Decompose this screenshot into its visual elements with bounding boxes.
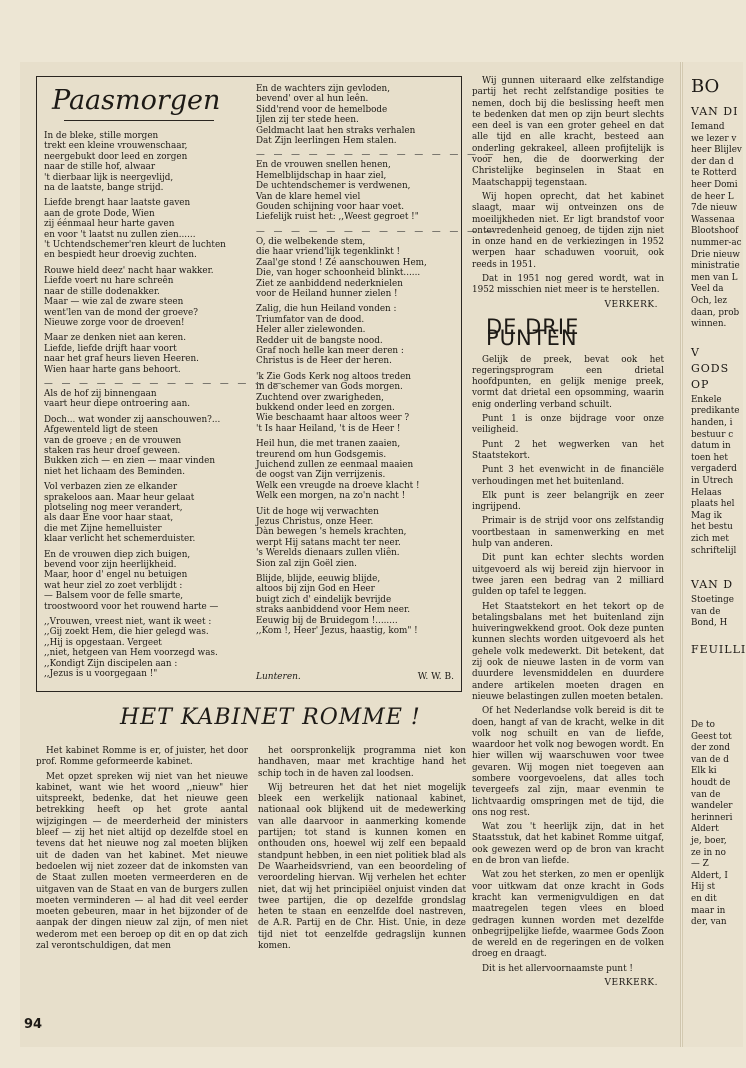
poem-line: Jezus Christus, onze Heer. [256, 517, 374, 528]
poem-line: Sion zal zijn Goël zien. [256, 558, 357, 569]
poem-line: die met Zijne hemelluister [44, 523, 162, 534]
poem-line: 'k Zie Gods Kerk nog altoos treden [256, 371, 411, 382]
poem-line: bukkend onder leed en zorgen. [256, 402, 395, 413]
fragment-line: Enkele [691, 394, 722, 405]
paragraph: Punt 2 het wegwerken van het Staatstekort. [472, 439, 664, 461]
title-underline [64, 120, 214, 121]
poem-line: ,,niet, hetgeen van Hem voorzegd was. [44, 648, 218, 659]
next-page-fragment [682, 62, 746, 1047]
poem-place: Lunteren. [256, 672, 301, 682]
poem-line: Redder uit de bangste nood. [256, 335, 383, 346]
poem-line: die haar vriend'lijk tegenklinkt ! [256, 247, 401, 258]
poem-line: in de schemer van Gods morgen. [256, 382, 403, 393]
fragment-line: van de [691, 606, 721, 617]
article-title-kabinet: HET KABINET ROMME ! [120, 705, 421, 730]
fragment-line: en dit [691, 894, 717, 904]
poem-line: Ziet ze aanbiddend nederknielen [256, 278, 403, 289]
poem-line: voor de Heiland hunner zielen ! [256, 288, 398, 299]
fragment-line: handen, i [691, 418, 733, 428]
fragment-line: VAN DI [691, 105, 739, 118]
poem-stanza [44, 617, 244, 679]
fragment-line: V [691, 345, 700, 359]
poem-line: Die, van hoger schoonheid blinkt...... [256, 268, 421, 279]
fragment-line: Veel da [691, 284, 724, 295]
fragment-line: VAN D [691, 578, 734, 592]
fragment-line: van de [691, 789, 721, 800]
fragment-line: schriftelijl [691, 545, 737, 556]
poem-line: klaar verlicht het schemerduister. [44, 534, 196, 545]
fragment-line: houdt de [691, 778, 731, 788]
fragment-line: der, van [691, 917, 727, 928]
poem-line: buigt zich d' eindelijk bevrijde [256, 594, 392, 605]
poem-line: naar de stille hof, alwaar [44, 162, 156, 173]
poem-line: Sidd'rend voor de hemelbode [256, 104, 388, 115]
poem-stanza [44, 389, 244, 410]
poem-line: werpt Hij satans macht ter neer. [256, 537, 401, 548]
poem-line: Welk een morgen, na zo'n nacht ! [256, 491, 406, 502]
poem-stanza [256, 237, 456, 299]
fragment-line: we lezer v [691, 133, 737, 144]
poem-line: Zalig, die hun Heiland vonden : [256, 304, 397, 315]
poem-line: naar het graf heurs lieven Heeren. [44, 354, 199, 365]
fragment-line: het bestu [691, 522, 733, 533]
poem-line: Afgewenteld ligt de steen [44, 425, 159, 436]
poem-line: ,,Vrouwen, vreest niet, want ik weet : [44, 617, 212, 628]
poem-stanza [256, 439, 456, 501]
fragment-line: datum in [691, 441, 731, 452]
poem-line: neergebukt door leed en zorgen [44, 151, 188, 162]
poem-line: van de groeve ; en de vrouwen [44, 435, 182, 446]
poem-line: Doch... wat wonder zij aanschouwen?... [44, 414, 221, 425]
poem-column-right [256, 84, 497, 642]
paragraph: Wat zou 't heerlijk zijn, dat in het Staatsstuk, dat het kabinet Romme uitgaf, ook gewezen werd op de bron van kracht en de bron van liefde. [472, 822, 664, 867]
poem-stanza [256, 507, 456, 569]
paragraph: Primair is de strijd voor ons zelfstandig voortbestaan in samenwerking en met hulp van anderen. [472, 516, 664, 550]
poem-line: Liefde, liefde drijft haar voort [44, 343, 177, 354]
fragment-line: Wassenaa [691, 214, 735, 225]
poem-line: 't Uchtendschemer'ren kleurt de luchten [44, 240, 226, 251]
poem-line: En de vrouwen snellen henen, [256, 160, 391, 171]
paragraph: Wij hopen oprecht, dat het kabinet slaagt, maar wij ontveinzen ons de moeilijkheden niet. Er ligt brandstof voor ontevredenheid genoeg, de tijden zijn niet in onze hand en de verkiezingen in 1952 werpen haar schaduwen vooruit, ook reeds in 1951. [472, 191, 664, 270]
poem-line: Gouden schijning voor haar voet. [256, 202, 405, 213]
poem-line: vaart heur diepe ontroering aan. [44, 399, 191, 410]
poem-line: ,,Kondigt Zijn discipelen aan : [44, 658, 178, 669]
poem-line: Triumfator van de dood. [256, 314, 365, 325]
poem-line: Hemelblijdschap in haar ziel, [256, 170, 387, 181]
poem-line: en voor 't laatst nu zullen zien...... [44, 229, 196, 240]
paragraph: Punt 1 is onze bijdrage voor onze veiligheid. [472, 414, 664, 436]
fragment-line: Och, lez [691, 296, 728, 306]
fragment-line: maar in [691, 905, 726, 916]
fragment-line: winnen. [691, 319, 727, 330]
poem-line: na de laatste, bange strijd. [44, 183, 164, 194]
poem-stanza [44, 266, 244, 328]
fragment-line: Iemand [691, 122, 725, 132]
fragment-line: Blootshoof [691, 226, 739, 237]
poem-line: In de bleke, stille morgen [44, 131, 159, 141]
poem-line: Liefelijk ruist het: ,,Weest gegroet !" [256, 212, 419, 223]
stanza-separator: — — — — — — — — — — — — — — [256, 226, 497, 237]
poem-line: Juichend zullen ze eenmaal maaien [256, 460, 414, 470]
fragment-line: Aldert, I [691, 870, 728, 881]
fragment-line: zich met [691, 534, 729, 544]
poem-line: bevend' over al hun leên. [256, 94, 369, 105]
fragment-line: bestuur c [691, 429, 734, 440]
poem-line: Welk een vreugde na droeve klacht ! [256, 480, 420, 491]
poem-line: Geldmacht laat hen straks verhalen [256, 125, 416, 136]
poem-line: Eeuwig bij de Bruidegom !........ [256, 615, 398, 626]
poem-line: zij éénmaal heur harte gaven [44, 219, 175, 230]
poem-line: ,,Jezus is u voorgegaan !" [44, 669, 158, 680]
fragment-line: Mag ik [691, 510, 722, 521]
article-drie-punten [472, 306, 664, 989]
poem-stanza [44, 482, 244, 544]
fragment-line: GODS [691, 361, 730, 375]
fragment-line: vergaderd [691, 464, 737, 475]
fragment-line: Geest tot [691, 731, 732, 742]
poem-line: ,,Kom !, Heer' Jezus, haastig, kom" ! [256, 626, 418, 637]
poem-line: 's Werelds dienaars zullen vliên. [256, 548, 400, 559]
poem-stanza [44, 333, 244, 375]
poem-line: En de vrouwen diep zich buigen, [44, 549, 191, 560]
poem-line: Graf noch helle kan meer deren : [256, 345, 404, 356]
fragment-line: 7de nieuw [691, 203, 738, 214]
fragment-line: De to [691, 720, 715, 730]
poem-line: naar de stille dodenakker. [44, 286, 160, 297]
poem-stanza [256, 304, 456, 366]
poem-line: De uchtendschemer is verdwenen, [256, 181, 411, 192]
poem-stanza [256, 84, 456, 146]
paragraph: Of het Nederlandse volk bereid is dit te doen, hangt af van de kracht, welke in dit volk nog schuilt en van de liefde, waardoor het volk nog bewogen wordt. En hier willen wij waarschuwen voor twee gevaren. Wij mogen niet toegeven aan sombere voorgevoelens, dat alles toch tevergeefs zal zijn, maar evenmin te lichtvaardig omspringen met de tijd, die ons nog rest. [472, 706, 664, 818]
poem-line: staken ras heur droef geween. [44, 445, 181, 456]
stanza-separator: — — — — — — — — — — — — — — [44, 378, 285, 389]
poem-stanza [44, 415, 244, 477]
fragment-line: ministratie [691, 261, 740, 272]
paragraph: Wij gunnen uiteraard elke zelfstandige partij het recht zelfstandige posities te nemen, doch bij die beslissing heeft men te bedenken dat men op zijn beurt slechts een deel is van een groter geheel en dat alle tijd en alle kracht, besteed aan onderling gekrakeel, alleen profijtelijk is voor hen, die de doorwerking der Christelijke beginselen in Staat en Maatschappij tegenstaan. [472, 76, 664, 188]
poem-line: aan de grote Dode, Wien [44, 208, 155, 219]
signature: VERKERK. [604, 978, 658, 989]
poem-line: ,,Hij is opgestaan. Vergeet [44, 637, 162, 648]
poem-line: En de wachters zijn gevloden, [256, 84, 390, 94]
fragment-line: plaats hel [691, 499, 735, 510]
fragment-line: Hij st [691, 882, 716, 893]
poem-line: Heil hun, die met tranen zaaien, [256, 439, 401, 450]
fragment-line: daan, prob [691, 307, 740, 318]
kabinet-column-left [36, 746, 248, 955]
poem-line: Ijlen zij ter stede heen. [256, 115, 359, 126]
poem-line: altoos bij zijn God en Heer [256, 584, 375, 595]
poem-line: Nieuwe zorge voor de droeven! [44, 317, 185, 328]
poem-line: Van de klare hemel viel [256, 191, 361, 202]
poem-line: Zuchtend over zwarigheden, [256, 392, 384, 403]
poem-stanza [44, 198, 244, 260]
kabinet-column-right [258, 746, 466, 955]
poem-line: ,,Gij zoekt Hem, die hier gelegd was. [44, 627, 209, 638]
poem-line: troostwoord voor het rouwend harte — [44, 601, 219, 612]
poem-stanza [256, 574, 456, 636]
poem-line: Als de hof zij binnengaan [44, 388, 157, 399]
page-number: 94 [24, 1017, 43, 1032]
fragment-line: ze in no [691, 847, 726, 858]
poem-author: W. W. B. [417, 672, 454, 682]
poem-signature-row [256, 672, 454, 682]
poem-line: en bespiedt heur droevig zuchten. [44, 250, 197, 261]
poem-line: — Balsem voor de felle smarte, [44, 591, 184, 602]
paragraph: Wat zou het sterken, zo men er openlijk voor uitkwam dat onze kracht in Gods kracht kan vermenigvuldigen en dat maatregelen tegen vlees en bloed gedragen kunnen worden met dezelfde onbegrijpelijke liefde, waarmee Gods Zoon de wereld en de regeringen en de volken droeg en draagt. [472, 870, 664, 960]
poem-line: 't Is haar Heiland, 't is de Heer ! [256, 423, 401, 434]
poem-line: Christus is de Heer der heren. [256, 356, 392, 367]
paragraph: Gelijk de preek, bevat ook het regeringsprogram een drietal hoofdpunten, en gelijk menige preek, vormt dat drietal een opsomming, waarin enig onderling verband schuilt. [472, 354, 664, 410]
stanza-separator: — — — — — — — — — — — — — — [256, 150, 497, 161]
poem-line: treurend om hun Godsgemis. [256, 449, 387, 460]
poem-line: Dàn bewegen 's hemels krachten, [256, 527, 407, 538]
poem-line: O, die welbekende stem, [256, 236, 366, 247]
poem-stanza [44, 550, 244, 612]
poem-line: straks aanbiddend voor Hem neer. [256, 605, 410, 616]
fragment-line: — Z [691, 859, 709, 870]
poem-line: Wien haar harte gans behoort. [44, 364, 181, 375]
fragment-line: herinneri [691, 812, 733, 823]
poem-line: 't dierbaar lijk is neergevlijd, [44, 172, 174, 183]
paragraph: Dat in 1951 nog gered wordt, wat in 1952 misschien niet meer is te herstellen. [472, 274, 664, 296]
paragraph: Dit punt kan echter slechts worden uitgevoerd als wij bereid zijn hiervoor in twee jaren een bedrag van 2 milliard gulden op tafel te leggen. [472, 553, 664, 598]
fragment-line: Helaas [691, 487, 722, 498]
poem-line: Blijde, blijde, eeuwig blijde, [256, 574, 381, 585]
fragment-line: wandeler [691, 801, 733, 812]
poem-stanza [256, 372, 456, 434]
fragment-line: heer Blijlev [691, 145, 742, 156]
poem-stanza [256, 160, 456, 222]
fragment-line: Drie nieuw [691, 249, 740, 260]
poem-line: niet het lichaam des Beminden. [44, 466, 186, 477]
poem-line: als daar Ene voor haar staat, [44, 513, 174, 524]
poem-line: Vol verbazen zien ze elkander [44, 482, 178, 493]
fragment-line: BO [691, 76, 720, 97]
article-title-drie-punten: DE DRIE PUNTEN [486, 315, 580, 351]
paragraph: het oorspronkelijk programma niet kon handhaven, maar met krachtige hand het schip toch in de haven zal loodsen. [258, 746, 466, 779]
fragment-line: de heer L [691, 191, 734, 202]
poem-line: Uit de hoge wij verwachten [256, 506, 379, 517]
poem-line: Dat Zijn leerlingen Hem stalen. [256, 136, 397, 147]
poem-line: wat heur ziel zo zoet verblijdt : [44, 580, 183, 591]
fragment-line: toen het [691, 452, 728, 463]
fragment-line: nummer-ac [691, 238, 742, 248]
signature: VERKERK. [604, 299, 658, 310]
fragment-line: Bond, H [691, 618, 728, 629]
paragraph: Dit is het allervoornaamste punt ! [482, 963, 633, 974]
poem-line: Maar ze denken niet aan keren. [44, 333, 187, 344]
poem-line: Maar — wie zal de zware steen [44, 297, 184, 308]
poem-line: sprakeloos aan. Maar heur gelaat [44, 492, 195, 503]
fragment-line: van de d [691, 754, 729, 765]
paragraph: Met opzet spreken wij niet van het nieuwe kabinet, want wie het woord ,,nieuw" hier uitspreekt, bedenke, dat het nieuwe geen betrekking heeft op het grote aantal wijzigingen — de meerderheid der ministers bleef — zij het niet altijd op dezelfde stoel en tevens dat het nieuwe nog zal moeten blijken uit de daden van het kabinet. Met nieuwe bedoelen wij niet zozeer dat de inkomsten van de Staat zullen moeten vermeerderen en de uitgaven van de Staat en van de burgers zullen moeten verminderen — al had dit veel eerder moeten gebeuren, maar in het bijzonder of de aanpak der dingen nieuw zal zijn, of men niet wederom met een beroep op dit en op dat zich zal verontschuldigen, dat men [36, 771, 248, 952]
fragment-line: FEUILLI [691, 643, 746, 656]
fragment-line: in Utrech [691, 476, 734, 486]
fragment-line: der zond [691, 743, 731, 754]
fragment-line: Elk ki [691, 766, 717, 777]
fragment-line: te Rotterd [691, 168, 737, 179]
fragment-line: Aldert [691, 824, 719, 835]
poem-title-text: Paasmorgen [52, 85, 221, 116]
fragment-line: predikante [691, 406, 740, 417]
poem-line: Maar, hoor d' engel nu betuigen [44, 570, 188, 581]
poem-title [52, 84, 244, 121]
article-continuation [472, 76, 664, 311]
poem-line: Heler aller zielewonden. [256, 325, 366, 336]
poem-line: Rouwe hield deez' nacht haar wakker. [44, 265, 214, 276]
poem-line: Wie beschaamt haar altoos weer ? [256, 413, 410, 424]
poem-line: plotseling nog meer verandert, [44, 503, 183, 513]
fragment-line: heer Domi [691, 180, 738, 190]
fragment-line: Stoetinge [691, 595, 734, 606]
paragraph: Wij betreuren het dat het niet mogelijk bleek een werkelijk nationaal kabinet, nationaal ook blijkend uit de medewerking van alle daarvoor in aanmerking komende partijen; tot stand is kunnen komen en onthouden ons, hoewel wij zelf een bepaald standpunt hebben, in een niet politiek blad als De Waarheidsvriend, van een beoordeling of veroordeling hiervan. Wij verhelen het echter niet, dat wij het principiëel onjuist vinden dat twee partijen, die op dezelfde grondslag heten te staan en eenzelfde doel nastreven, de A.R. Partij en de Chr. Hist. Unie, in deze tijd niet tot eenzelfde gedragslijn kunnen komen. [258, 782, 466, 952]
poem-line: trekt een kleine vrouwenschaar, [44, 141, 188, 152]
poem-line: Liefde brengt haar laatste gaven [44, 198, 191, 209]
poem-line: Bukken zich — en zien — maar vinden [44, 456, 216, 467]
paragraph: Punt 3 het evenwicht in de financiële verhoudingen met het buitenland. [472, 465, 664, 487]
fragment-line: OP [691, 377, 710, 391]
paragraph: Het Staatstekort en het tekort op de betalingsbalans met het buitenland zijn huiveringwekkend groot. Ook deze punten kunnen slechts worden uitgevoerd als het gehele volk medewerkt. Dit betekent, dat zij ook de nieuwe lasten in de vorm van duurdere levensmiddelen en duurdere andere artikelen moeten dragen en nieuwe belastingen zullen moeten betalen. [472, 601, 664, 702]
paragraph: Het kabinet Romme is er, of juister, het door prof. Romme geformeerde kabinet. [36, 746, 248, 768]
fragment-line: men van L [691, 272, 738, 283]
poem-line: went'len van de mond der groeve? [44, 307, 198, 318]
paragraph: Elk punt is zeer belangrijk en zeer ingrijpend. [472, 490, 664, 513]
fragment-line: je, boer, [691, 836, 727, 846]
fragment-line: der dan d [691, 156, 734, 167]
poem-line: bevend voor zijn heerlijkheid. [44, 560, 177, 571]
poem-line: de oogst van Zijn verrijzenis. [256, 470, 386, 481]
poem-line: Zaal'ge stond ! Zé aanschouwen Hem, [256, 257, 427, 268]
poem-line: Liefde voert nu hare schreên [44, 276, 174, 287]
poem-stanza [44, 131, 244, 193]
